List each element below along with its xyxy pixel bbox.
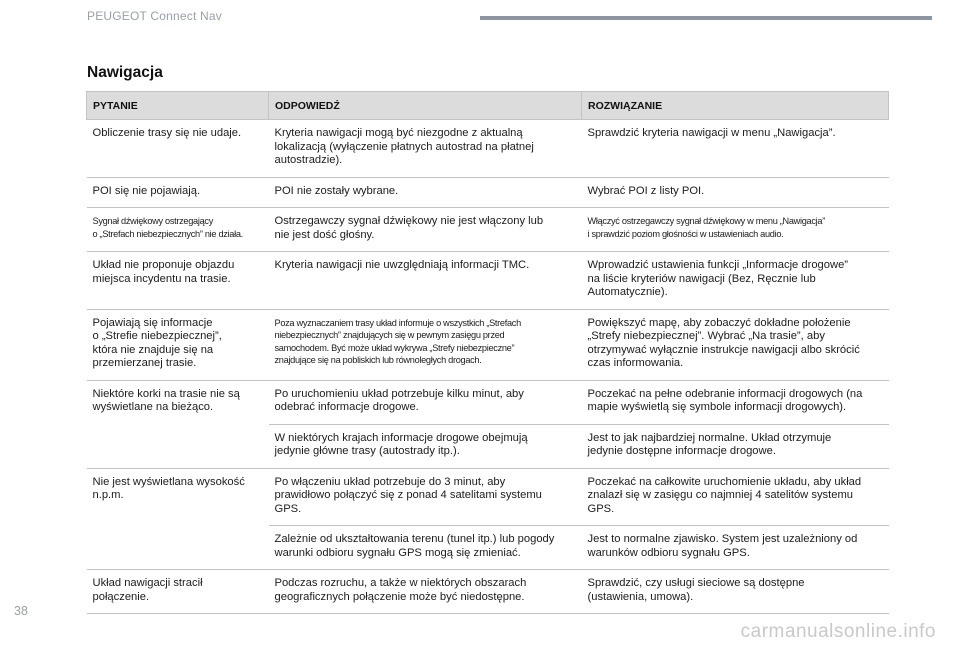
solution-cell: Jest to jak najbardziej normalne. Układ otrzymuje jedynie dostępne informacje drogowe. xyxy=(582,424,889,468)
table-row xyxy=(87,208,889,252)
question-cell: Nie jest wyświetlana wysokość n.p.m. xyxy=(87,468,269,526)
question-cell xyxy=(87,526,269,570)
manual-title: PEUGEOT Connect Nav xyxy=(87,9,222,23)
answer-cell: Ostrzegawczy sygnał dźwiękowy nie jest włączony lub nie jest dość głośny. xyxy=(269,208,582,252)
answer-cell: Kryteria nawigacji mogą być niezgodne z aktualną lokalizacją (wyłączenie płatnych autostrad na płatnej autostradzie). xyxy=(269,120,582,178)
answer-cell: Po uruchomieniu układ potrzebuje kilku minut, aby odebrać informacje drogowe. xyxy=(269,380,582,424)
answer-cell: Po włączeniu układ potrzebuje do 3 minut, aby prawidłowo połączyć się z ponad 4 satelitami systemu GPS. xyxy=(269,468,582,526)
solution-cell: Sprawdzić kryteria nawigacji w menu „Nawigacja”. xyxy=(582,120,889,178)
solution-cell: Poczekać na pełne odebranie informacji drogowych (na mapie wyświetlą się symbole informacji drogowych). xyxy=(582,380,889,424)
table-row xyxy=(87,526,889,570)
question-cell: Obliczenie trasy się nie udaje. xyxy=(87,120,269,178)
table-row xyxy=(87,177,889,208)
page-number: 38 xyxy=(14,604,28,618)
solution-cell: Powiększyć mapę, aby zobaczyć dokładne położenie „Strefy niebezpiecznej”. Wybrać „Na trasie”, aby otrzymywać wyłącznie instrukcje nawigacji albo skrócić czas informowania. xyxy=(582,309,889,380)
answer-cell: POI nie zostały wybrane. xyxy=(269,177,582,208)
column-header-question: PYTANIE xyxy=(87,92,269,120)
table-row xyxy=(87,468,889,526)
table-row xyxy=(87,252,889,310)
answer-cell: Podczas rozruchu, a także w niektórych obszarach geograficznych połączenie może być niedostępne. xyxy=(269,570,582,614)
answer-cell: Zależnie od ukształtowania terenu (tunel itp.) lub pogody warunki odbioru sygnału GPS mogą się zmieniać. xyxy=(269,526,582,570)
answer-cell: W niektórych krajach informacje drogowe obejmują jedynie główne trasy (autostrady itp.). xyxy=(269,424,582,468)
table-header-row xyxy=(87,92,889,120)
question-cell: Niektóre korki na trasie nie są wyświetlane na bieżąco. xyxy=(87,380,269,424)
table-row xyxy=(87,570,889,614)
column-header-answer: ODPOWIEDŹ xyxy=(269,92,582,120)
question-cell: Układ nie proponuje objazdu miejsca incydentu na trasie. xyxy=(87,252,269,310)
question-cell: Układ nawigacji stracił połączenie. xyxy=(87,570,269,614)
answer-cell: Kryteria nawigacji nie uwzględniają informacji TMC. xyxy=(269,252,582,310)
table-row xyxy=(87,380,889,424)
answer-cell: Poza wyznaczaniem trasy układ informuje o wszystkich „Strefach niebezpiecznych” znajdujących się w pewnym zasięgu przed samochodem. Być może układ wykrywa „Strefy niebezpieczne” znajdujące się na pobliskich lub równoległych drogach. xyxy=(269,309,582,380)
solution-cell: Jest to normalne zjawisko. System jest uzależniony od warunków odbioru sygnału GPS. xyxy=(582,526,889,570)
question-cell: Pojawiają się informacje o „Strefie niebezpiecznej”, która nie znajduje się na przemierzanej trasie. xyxy=(87,309,269,380)
solution-cell: Sprawdzić, czy usługi sieciowe są dostępne (ustawienia, umowa). xyxy=(582,570,889,614)
troubleshooting-table xyxy=(86,91,889,614)
question-cell: Sygnał dźwiękowy ostrzegający o „Strefach niebezpiecznych” nie działa. xyxy=(87,208,269,252)
table-row xyxy=(87,424,889,468)
solution-cell: Wprowadzić ustawienia funkcji „Informacje drogowe” na liście kryteriów nawigacji (Bez, Ręcznie lub Automatycznie). xyxy=(582,252,889,310)
solution-cell: Wybrać POI z listy POI. xyxy=(582,177,889,208)
table-row xyxy=(87,309,889,380)
watermark: carmanualsonline.info xyxy=(740,621,936,642)
header-divider-bar xyxy=(480,16,932,20)
section-title: Nawigacja xyxy=(87,64,163,81)
question-cell xyxy=(87,424,269,468)
table-row xyxy=(87,120,889,178)
solution-cell: Włączyć ostrzegawczy sygnał dźwiękowy w menu „Nawigacja” i sprawdzić poziom głośności w ustawieniach audio. xyxy=(582,208,889,252)
question-cell: POI się nie pojawiają. xyxy=(87,177,269,208)
column-header-solution: ROZWIĄZANIE xyxy=(582,92,889,120)
solution-cell: Poczekać na całkowite uruchomienie układu, aby układ znalazł się w zasięgu co najmniej 4 satelitów systemu GPS. xyxy=(582,468,889,526)
